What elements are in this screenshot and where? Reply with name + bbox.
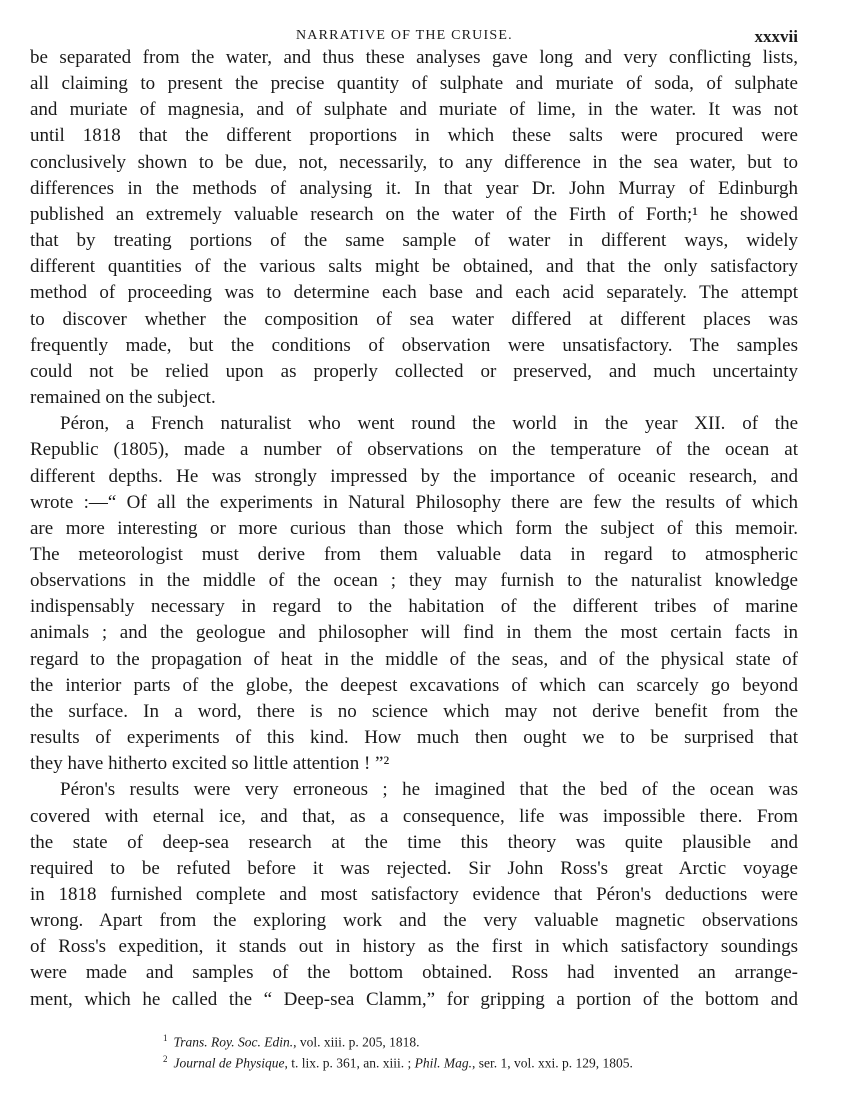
text-line: different quantities of the various salts might be obtained, and that the only satisfactory [30, 256, 798, 278]
text-line: to discover whether the composition of sea water differed at different places was [30, 308, 798, 330]
text-line: differences in the methods of analysing it. In that year Dr. John Murray of Edinburgh [30, 177, 798, 199]
text-line: covered with eternal ice, and that, as a consequence, life was impossible there. From [30, 805, 798, 827]
text-line: frequently made, but the conditions of observation were unsatisfactory. The samples [30, 334, 798, 356]
text-line: wrong. Apart from the exploring work and the very valuable magnetic observations [30, 910, 798, 932]
paragraph [30, 777, 798, 1012]
footnote-mark: 1 [163, 1033, 168, 1043]
text-line: animals ; and the geologue and philosopher will find in them the most certain facts in [30, 622, 798, 644]
body-text [30, 45, 798, 1013]
text-line: until 1818 that the different proportions in which these salts were procured were [30, 125, 798, 147]
text-line: different depths. He was strongly impressed by the importance of oceanic research, and [30, 465, 798, 487]
text-line: conclusively shown to be due, not, necessarily, to any difference in the sea water, but to [30, 151, 798, 173]
text-line: that by treating portions of the same sample of water in different ways, widely [30, 230, 798, 252]
text-line: of Ross's expedition, it stands out in history as the first in which satisfactory soundings [30, 936, 798, 958]
text-line: are more interesting or more curious than those which form the subject of this memoir. [30, 517, 798, 539]
footnote-source: Journal de Physique [173, 1055, 285, 1070]
text-line: published an extremely valuable research on the water of the Firth of Forth;¹ he showed [30, 203, 798, 225]
text-line: could not be relied upon as properly collected or preserved, and much uncertainty [30, 360, 798, 382]
paragraph [30, 411, 798, 777]
text-line: in 1818 furnished complete and most satisfactory evidence that Péron's deductions were [30, 884, 798, 905]
paragraph [30, 45, 798, 411]
page-number: xxxvii [754, 27, 798, 46]
footnote-1 [163, 1030, 633, 1051]
footnote-text: , t. lix. p. 361, an. xiii. ; [284, 1055, 415, 1070]
text-line: indispensably necessary in regard to the habitation of the different tribes of marine [30, 596, 798, 618]
footnotes [163, 1030, 633, 1071]
footnote-text: , vol. xiii. p. 205, 1818. [293, 1034, 420, 1050]
text-line: Péron's results were very erroneous ; he imagined that the bed of the ocean was [60, 779, 798, 801]
running-title: NARRATIVE OF THE CRUISE. [296, 28, 513, 43]
text-line: Péron, a French naturalist who went round the world in the year XII. of the [60, 413, 798, 435]
text-line: required to be refuted before it was rejected. Sir John Ross's great Arctic voyage [30, 857, 798, 879]
text-line: they have hitherto excited so little attention ! ”² [30, 753, 390, 775]
text-line: method of proceeding was to determine each base and each acid separately. The attempt [30, 282, 798, 304]
footnote-2 [163, 1051, 633, 1072]
text-line: the interior parts of the globe, the deepest excavations of which can scarcely go beyond [30, 674, 798, 696]
footnote-text: , ser. 1, vol. xxi. p. 129, 1805. [471, 1055, 633, 1070]
text-line: wrote :—“ Of all the experiments in Natural Philosophy there are few the results of which [30, 491, 798, 513]
footnote-source: Trans. Roy. Soc. Edin. [173, 1034, 294, 1050]
text-line: the surface. In a word, there is no science which may not derive benefit from the [30, 700, 798, 722]
text-line: remained on the subject. [30, 387, 216, 409]
text-line: ment, which he called the “ Deep-sea Clamm,” for gripping a portion of the bottom and [30, 988, 798, 1010]
text-line: the state of deep-sea research at the time this theory was quite plausible and [30, 831, 798, 853]
text-line: Republic (1805), made a number of observations on the temperature of the ocean at [30, 439, 798, 461]
text-line: and muriate of magnesia, and of sulphate and muriate of lime, in the water. It was not [30, 99, 798, 121]
text-line: observations in the middle of the ocean ; they may furnish to the naturalist knowledge [30, 570, 798, 592]
text-line: be separated from the water, and thus these analyses gave long and very conflicting lists, [30, 47, 798, 68]
footnote-mark: 2 [163, 1053, 168, 1064]
text-line: all claiming to present the precise quantity of sulphate and muriate of soda, of sulphate [30, 73, 798, 95]
text-line: results of experiments of this kind. How much then ought we to be surprised that [30, 727, 798, 749]
footnote-source: Phil. Mag. [414, 1055, 472, 1070]
text-line: regard to the propagation of heat in the middle of the seas, and of the physical state of [30, 648, 798, 670]
text-line: The meteorologist must derive from them valuable data in regard to atmospheric [30, 543, 798, 565]
text-line: were made and samples of the bottom obtained. Ross had invented an arrange- [30, 962, 798, 984]
